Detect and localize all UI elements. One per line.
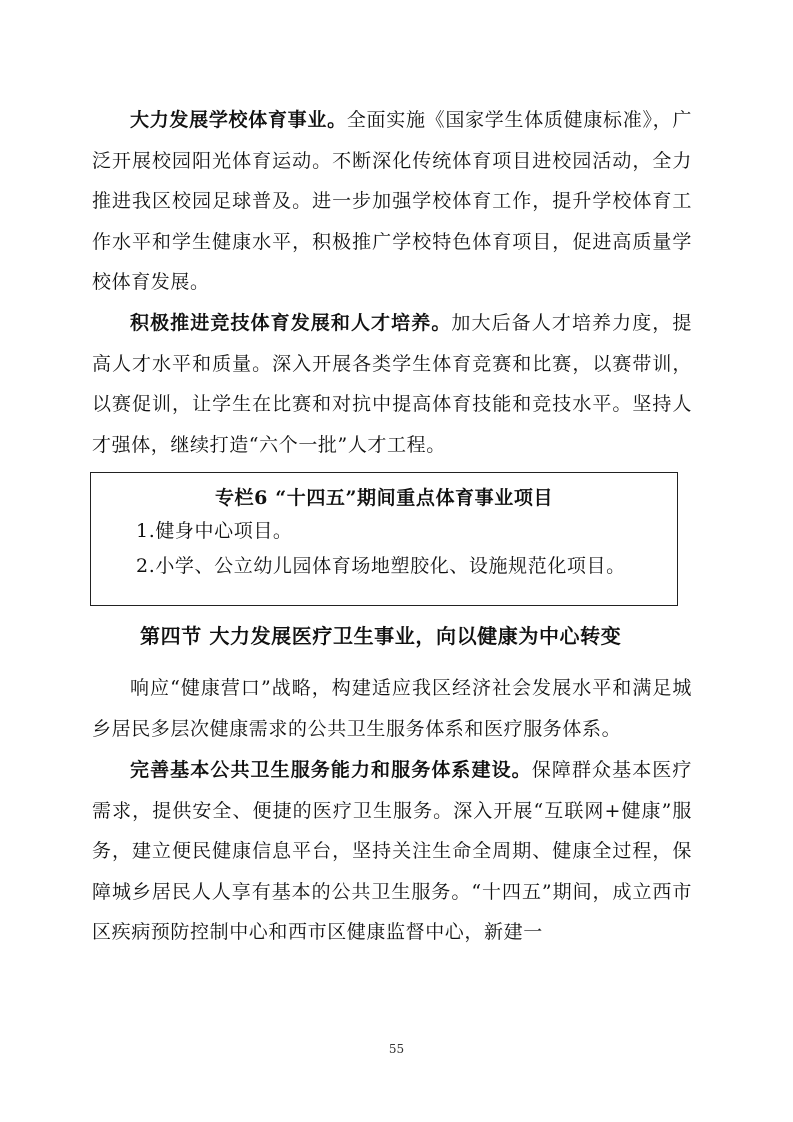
feature-box-item: 2.小学、公立幼儿园体育场地塑胶化、设施规范化项目。 [136, 555, 626, 577]
paragraph-competitive-sports [92, 303, 692, 465]
paragraph-body: 加大后备人才培养力度，提高人才水平和质量。深入开展各类学生体育竞赛和比赛，以赛带训，以赛促训，让学生在比赛和对抗中提高体育技能和竞技水平。坚持人才强体，继续打造“六个一批”人才工程。 [92, 312, 692, 456]
paragraph-lead: 完善基本公共卫生服务能力和服务体系建设。 [130, 759, 532, 781]
feature-box [90, 472, 678, 606]
page-number: 55 [388, 1042, 405, 1056]
section-intro-paragraph: 响应“健康营口”战略，构建适应我区经济社会发展水平和满足城乡居民多层次健康需求的公共卫生服务体系和医疗服务体系。 [92, 677, 692, 740]
feature-box-item: 1.健身中心项目。 [136, 520, 293, 542]
paragraph-body: 全面实施《国家学生体质健康标准》，广泛开展校园阳光体育运动。不断深化传统体育项目进校园活动，全力推进我区校园足球普及。进一步加强学校体育工作，提升学校体育工作水平和学生健康水平，积极推广学校特色体育项目，促进高质量学校体育发展。 [92, 109, 692, 293]
paragraph-public-health [92, 750, 692, 953]
section-heading: 第四节 大力发展医疗卫生事业，向以健康为中心转变 [140, 624, 622, 648]
paragraph-lead: 积极推进竞技体育发展和人才培养。 [130, 312, 452, 334]
paragraph-body: 保障群众基本医疗需求，提供安全、便捷的医疗卫生服务。深入开展“互联网+健康”服务，建立便民健康信息平台，坚持关注生命全周期、健康全过程，保障城乡居民人人享有基本的公共卫生服务。“十四五”期间，成立西市区疾病预防控制中心和西市区健康监督中心，新建一 [92, 759, 692, 943]
paragraph-lead: 大力发展学校体育事业。 [130, 109, 347, 131]
feature-box-title: 专栏6 “十四五”期间重点体育事业项目 [214, 487, 554, 509]
paragraph-school-sports [92, 100, 692, 303]
